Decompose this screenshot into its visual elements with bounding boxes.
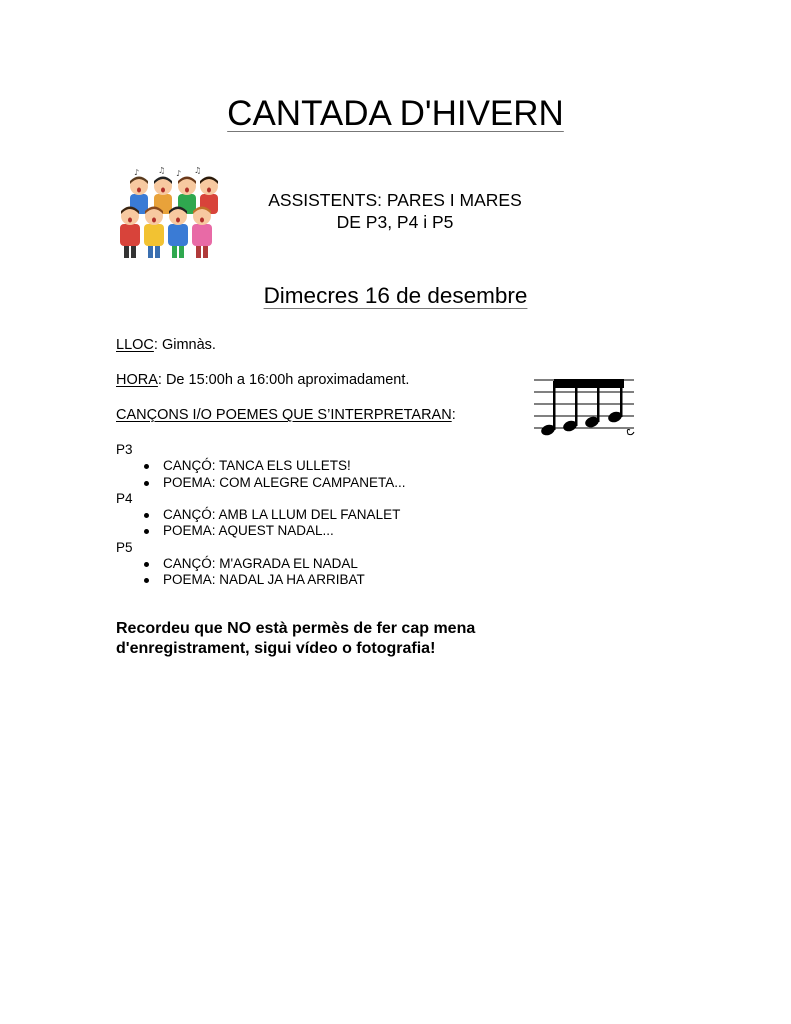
attendees-line2: DE P3, P4 i P5 bbox=[336, 212, 454, 232]
reminder-line1: Recordeu que NO està permès de fer cap mena bbox=[116, 620, 476, 637]
music-notes-staff-icon bbox=[534, 372, 636, 438]
list-item: POEMA: AQUEST NADAL... bbox=[116, 523, 406, 539]
group-p4 bbox=[116, 491, 406, 540]
svg-text:♫: ♫ bbox=[158, 166, 166, 175]
list-item: CANÇÓ: TANCA ELS ULLETS! bbox=[116, 458, 406, 474]
group-label: P3 bbox=[116, 442, 133, 457]
songs-heading-suffix: : bbox=[451, 407, 456, 423]
list-item: POEMA: NADAL JA HA ARRIBAT bbox=[116, 572, 406, 588]
event-date: Dimecres 16 de desembre bbox=[263, 283, 528, 308]
list-item: POEMA: COM ALEGRE CAMPANETA... bbox=[116, 475, 406, 491]
group-label: P4 bbox=[116, 490, 133, 506]
time-value: : De 15:00h a 16:00h aproximadament. bbox=[157, 372, 410, 388]
location-value: : Gimnàs. bbox=[153, 337, 216, 353]
list-item: CANÇÓ: AMB LA LLUM DEL FANALET bbox=[116, 507, 406, 523]
reminder-line2: d'enregistrament, sigui vídeo o fotografia! bbox=[116, 640, 436, 657]
svg-text:♪: ♪ bbox=[176, 169, 182, 178]
location-line bbox=[116, 336, 216, 354]
group-label: P5 bbox=[116, 539, 133, 555]
page-title: CANTADA D'HIVERN bbox=[227, 94, 564, 133]
svg-text:♫: ♫ bbox=[194, 166, 202, 175]
songs-heading-label: CANÇONS I/O POEMES QUE S’INTERPRETARAN bbox=[116, 407, 452, 423]
choir-children-illustration bbox=[116, 166, 228, 260]
list-item: CANÇÓ: M'AGRADA EL NADAL bbox=[116, 556, 406, 572]
group-p5 bbox=[116, 540, 406, 589]
recording-reminder bbox=[116, 619, 556, 659]
group-p3 bbox=[116, 442, 406, 491]
attendees-info bbox=[230, 189, 560, 233]
svg-text:♪: ♪ bbox=[134, 168, 140, 177]
songs-heading bbox=[116, 406, 456, 424]
attendees-line1: ASSISTENTS: PARES I MARES bbox=[268, 190, 522, 210]
program-list bbox=[116, 442, 406, 589]
time-label: HORA bbox=[116, 372, 158, 388]
location-label: LLOC bbox=[116, 337, 154, 353]
time-line bbox=[116, 371, 409, 389]
